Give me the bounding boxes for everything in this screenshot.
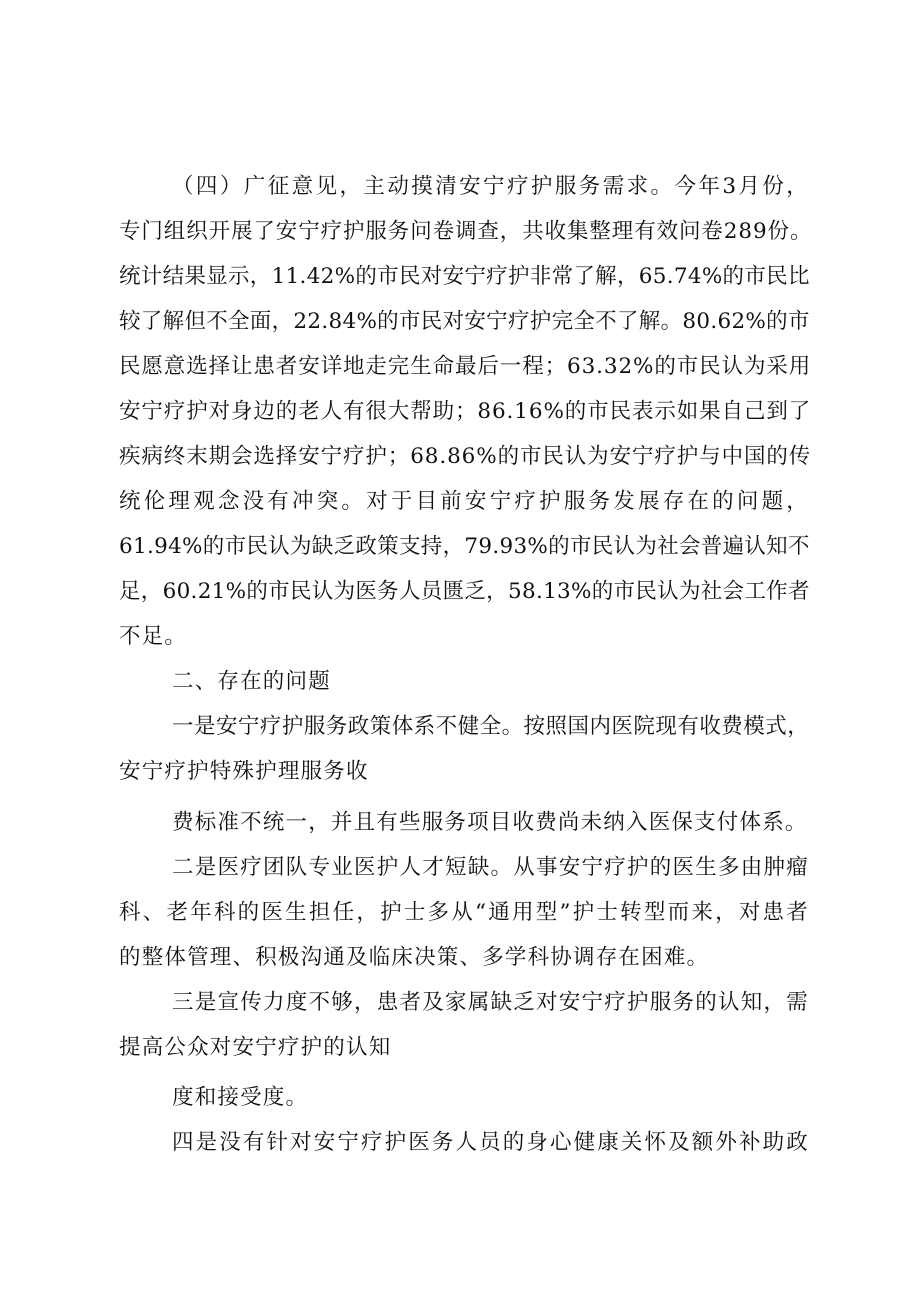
text-line: 安宁疗护对身边的老人有很大帮助；86.16%的市民表示如果自己到了	[119, 399, 812, 424]
text-line: 疾病终末期会选择安宁疗护；68.86%的市民认为安宁疗护与中国的传	[119, 444, 812, 469]
text-line: 三是宣传力度不够，患者及家属缺乏对安宁疗护服务的认知，需	[172, 990, 809, 1015]
text-line: 科、老年科的医生担任，护士多从“通用型”护士转型而来，对患者	[119, 900, 809, 925]
text-line: 一是安宁疗护服务政策体系不健全。按照国内医院现有收费模式，	[172, 714, 809, 739]
text-line: 费标准不统一，并且有些服务项目收费尚未纳入医保支付体系。	[172, 810, 808, 835]
text-line: 统伦理观念没有冲突。对于目前安宁疗护服务发展存在的问题，	[119, 489, 809, 514]
text-line: 足，60.21%的市民认为医务人员匮乏，58.13%的市民认为社会工作者	[119, 579, 810, 604]
text-line: 专门组织开展了安宁疗护服务问卷调查，共收集整理有效问卷289份。	[119, 219, 813, 244]
text-line: 不足。	[119, 624, 188, 649]
text-line: 民愿意选择让患者安详地走完生命最后一程；63.32%的市民认为采用	[119, 354, 812, 379]
section-heading: 二、存在的问题	[172, 669, 331, 694]
text-line: 度和接受度。	[172, 1085, 309, 1110]
text-line: 较了解但不全面，22.84%的市民对安宁疗护完全不了解。80.62%的市	[119, 309, 810, 334]
text-line: （四）广征意见，主动摸清安宁疗护服务需求。今年3月份，	[172, 174, 809, 199]
text-line: 61.94%的市民认为缺乏政策支持，79.93%的市民认为社会普遍认知不	[119, 534, 810, 559]
text-line: 提高公众对安宁疗护的认知	[119, 1035, 392, 1060]
text-line: 的整体管理、积极沟通及临床决策、多学科协调存在困难。	[119, 945, 710, 970]
text-line: 二是医疗团队专业医护人才短缺。从事安宁疗护的医生多由肿瘤	[172, 855, 809, 880]
text-line: 安宁疗护特殊护理服务收	[119, 759, 369, 784]
text-line: 统计结果显示，11.42%的市民对安宁疗护非常了解，65.74%的市民比	[119, 264, 810, 289]
text-line: 四是没有针对安宁疗护医务人员的身心健康关怀及额外补助政	[172, 1130, 809, 1155]
